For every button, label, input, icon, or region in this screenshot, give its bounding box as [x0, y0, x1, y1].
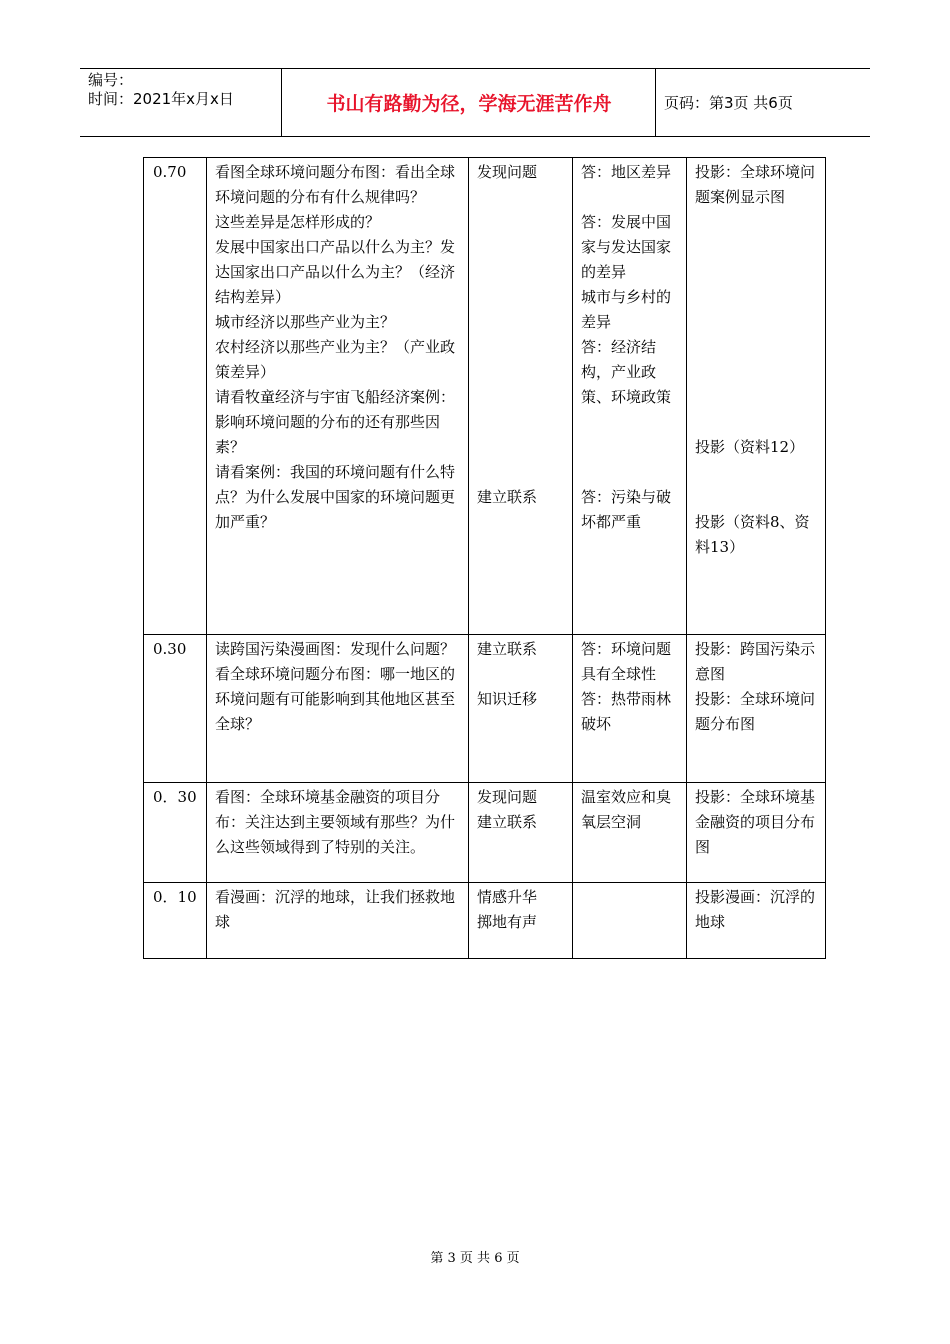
purpose-line	[477, 285, 564, 310]
media-line: 投影（资料12）	[695, 438, 805, 456]
answer-line	[581, 410, 678, 435]
answer-line: 答：地区差异	[581, 163, 672, 181]
purpose-line	[477, 385, 564, 410]
cell-time: 0．10	[144, 883, 207, 959]
activity-line: 这些差异是怎样形成的？	[215, 213, 381, 231]
media-line: 投影漫画：沉浮的地球	[695, 888, 816, 931]
answer-line	[581, 435, 678, 460]
activity-line: 看图全球环境问题分布图：看出全球环境问题的分布有什么规律吗？	[215, 163, 456, 206]
cell-purpose	[469, 158, 573, 635]
purpose-line: 建立联系	[477, 813, 538, 831]
purpose-line: 发现问题	[477, 163, 538, 181]
page-footer: 第 3 页 共 6 页	[430, 1251, 520, 1266]
activity-line: 请看案例：我国的环境问题有什么特点？为什么发展中国家的环境问题更加严重？	[215, 463, 456, 531]
answer-line	[581, 460, 678, 485]
purpose-line	[477, 235, 564, 260]
media-line: 投影：全球环境基金融资的项目分布图	[695, 788, 816, 856]
purpose-line	[477, 662, 564, 687]
cell-answer	[573, 158, 687, 635]
purpose-line	[477, 260, 564, 285]
purpose-line: 发现问题	[477, 788, 538, 806]
media-line	[695, 360, 817, 385]
purpose-line: 建立联系	[477, 488, 538, 506]
table-row	[144, 783, 826, 883]
cell-answer	[573, 783, 687, 883]
media-line: 投影：跨国污染示意图	[695, 640, 816, 683]
media-line: 投影：全球环境问题分布图	[695, 690, 816, 733]
media-line	[695, 410, 817, 435]
purpose-line	[477, 335, 564, 360]
table-row	[144, 883, 826, 959]
activity-line: 发展中国家出口产品以什么为主？发达国家出口产品以什么为主？（经济结构差异）	[215, 238, 456, 306]
cell-purpose	[469, 883, 573, 959]
purpose-line	[477, 310, 564, 335]
activity-line: 看图：全球环境基金融资的项目分布：关注达到主要领域有那些？为什么这些领域得到了特别的关注。	[215, 788, 456, 856]
purpose-line: 掷地有声	[477, 913, 538, 931]
answer-line: 答：经济结构，产业政策、环境政策	[581, 338, 672, 406]
media-line	[695, 235, 817, 260]
time-label: 时间：2021年x月x日	[88, 90, 234, 108]
cell-media	[687, 158, 826, 635]
purpose-line: 建立联系	[477, 640, 538, 658]
activity-line: 农村经济以那些产业为主？（产业政策差异）	[215, 338, 456, 381]
header-motto: 书山有路勤为径，学海无涯苦作舟	[283, 69, 656, 136]
media-line: 投影（资料8、资料13）	[695, 513, 810, 556]
cell-activity	[207, 158, 469, 635]
answer-line	[581, 185, 678, 210]
page-header	[80, 68, 870, 137]
media-line	[695, 460, 817, 485]
purpose-line	[477, 460, 564, 485]
cell-media	[687, 783, 826, 883]
purpose-line	[477, 185, 564, 210]
cell-answer	[573, 635, 687, 783]
media-line	[695, 335, 817, 360]
activity-line: 请看牧童经济与宇宙飞船经济案例：影响环境问题的分布的还有那些因素？	[215, 388, 456, 456]
activity-line: 看全球环境问题分布图：哪一地区的环境问题有可能影响到其他地区甚至全球？	[215, 665, 456, 733]
purpose-line	[477, 210, 564, 235]
answer-line: 答：污染与破坏都严重	[581, 488, 672, 531]
table-row	[144, 635, 826, 783]
cell-time: 0．30	[144, 783, 207, 883]
media-line	[695, 385, 817, 410]
cell-activity	[207, 883, 469, 959]
purpose-line	[477, 410, 564, 435]
answer-line: 城市与乡村的差异	[581, 288, 672, 331]
serial-label: 编号：	[88, 71, 134, 89]
cell-activity	[207, 635, 469, 783]
cell-time: 0.30	[144, 635, 207, 783]
cell-media	[687, 883, 826, 959]
cell-purpose	[469, 635, 573, 783]
activity-line: 看漫画：沉浮的地球，让我们拯救地球	[215, 888, 456, 931]
media-line: 投影：全球环境问题案例显示图	[695, 163, 816, 206]
cell-time: 0.70	[144, 158, 207, 635]
media-line	[695, 485, 817, 510]
answer-line: 答：环境问题具有全球性	[581, 640, 672, 683]
answer-line	[581, 885, 678, 910]
activity-line: 读跨国污染漫画图：发现什么问题？	[215, 640, 456, 658]
header-page-label: 页码：第3页 共6页	[664, 94, 793, 112]
cell-activity	[207, 783, 469, 883]
answer-line: 答：发展中国家与发达国家的差异	[581, 213, 672, 281]
activity-line: 城市经济以那些产业为主？	[215, 313, 396, 331]
header-meta	[80, 69, 282, 136]
media-line	[695, 210, 817, 235]
answer-line: 温室效应和臭氧层空洞	[581, 788, 672, 831]
media-line	[695, 310, 817, 335]
lesson-plan-table	[143, 157, 826, 959]
cell-purpose	[469, 783, 573, 883]
cell-answer	[573, 883, 687, 959]
media-line	[695, 285, 817, 310]
purpose-line	[477, 435, 564, 460]
media-line	[695, 260, 817, 285]
purpose-line: 知识迁移	[477, 690, 538, 708]
cell-media	[687, 635, 826, 783]
purpose-line	[477, 360, 564, 385]
purpose-line: 情感升华	[477, 888, 538, 906]
answer-line: 答：热带雨林破坏	[581, 690, 672, 733]
table-row	[144, 158, 826, 635]
